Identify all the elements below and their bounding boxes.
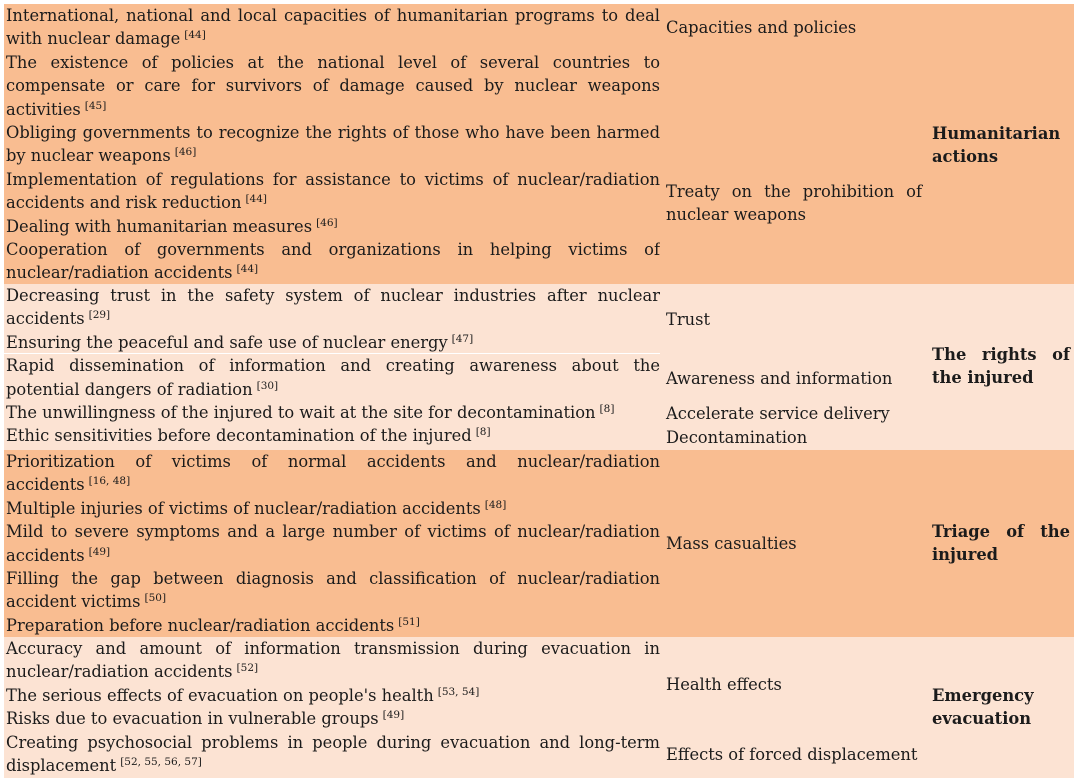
table-item: Risks due to evacuation in vulnerable groups [49] bbox=[6, 709, 405, 729]
row-humanitarian-theme bbox=[926, 4, 1074, 284]
subtheme-label: Trust bbox=[666, 310, 711, 329]
citation: [16, 48] bbox=[88, 475, 131, 488]
citation: [45] bbox=[84, 99, 107, 112]
citation: [53, 54] bbox=[437, 685, 480, 698]
row-humanitarian-subthemes bbox=[660, 4, 926, 284]
subtheme-label: Decontamination bbox=[666, 428, 808, 447]
table-item: Cooperation of governments and organizations in helping victims of nuclear/radiation accidents [44] bbox=[6, 240, 660, 283]
table-item: Mild to severe symptoms and a large number of victims of nuclear/radiation accidents [49] bbox=[6, 522, 660, 565]
row-triage-items bbox=[4, 450, 660, 637]
citation: [46] bbox=[316, 216, 338, 229]
row-rights-theme bbox=[926, 284, 1074, 450]
citation: [52] bbox=[236, 662, 259, 675]
table-item: International, national and local capacities of humanitarian programs to deal with nuclear damage [44] bbox=[6, 6, 660, 49]
citation: [49] bbox=[382, 709, 405, 722]
row-evacuation-items bbox=[4, 637, 660, 778]
citation: [48] bbox=[484, 498, 507, 511]
citation: [52, 55, 56, 57] bbox=[120, 756, 202, 769]
table-item: Preparation before nuclear/radiation accidents [51] bbox=[6, 615, 420, 635]
citation: [47] bbox=[451, 332, 474, 345]
row-evacuation-theme bbox=[926, 637, 1074, 778]
citation: [8] bbox=[599, 403, 615, 416]
table-item: Implementation of regulations for assistance to victims of nuclear/radiation accidents and risk reduction [44] bbox=[6, 169, 660, 213]
table-item: Decreasing trust in the safety system of nuclear industries after nuclear accidents [29] bbox=[6, 286, 660, 329]
table-item: Prioritization of victims of normal accidents and nuclear/radiation accidents [16, 48] bbox=[6, 452, 660, 495]
citation: [49] bbox=[88, 545, 111, 558]
row-rights-subthemes bbox=[660, 284, 926, 450]
table-item: Accuracy and amount of information transmission during evacuation in nuclear/radiation accidents [52] bbox=[6, 639, 660, 682]
citation: [8] bbox=[475, 426, 491, 439]
citation: [44] bbox=[184, 29, 206, 42]
content-table bbox=[4, 4, 1074, 778]
theme-label: Humanitarian actions bbox=[932, 124, 1061, 167]
citation: [51] bbox=[398, 615, 420, 628]
row-evacuation-subthemes bbox=[660, 637, 926, 778]
row-triage-theme bbox=[926, 450, 1074, 637]
table-item: Multiple injuries of victims of nuclear/radiation accidents [48] bbox=[6, 498, 507, 518]
subtheme-label: Treaty on the prohibition of nuclear weapons bbox=[666, 182, 922, 225]
citation: [44] bbox=[236, 263, 259, 276]
table-item: Ensuring the peaceful and safe use of nuclear energy [47] bbox=[6, 332, 474, 352]
theme-label: The rights of the injured bbox=[932, 345, 1070, 388]
table-item: Dealing with humanitarian measures [46] bbox=[6, 216, 338, 236]
subtheme-label: Capacities and policies bbox=[666, 18, 857, 37]
table-item: Creating psychosocial problems in people during evacuation and long-term displacement [52, 55, 56, 57] bbox=[6, 732, 660, 776]
theme-label: Triage of the injured bbox=[932, 522, 1070, 565]
subtheme-label: Awareness and information bbox=[666, 369, 893, 388]
subtheme-label: Mass casualties bbox=[666, 534, 797, 553]
subtheme-label: Effects of forced displacement bbox=[666, 745, 918, 764]
citation: [29] bbox=[88, 309, 111, 322]
table-item: The serious effects of evacuation on people's health [53, 54] bbox=[6, 685, 480, 705]
row-humanitarian-items bbox=[4, 4, 660, 284]
table-item: Filling the gap between diagnosis and classification of nuclear/radiation accident victims [50] bbox=[6, 569, 660, 612]
table-item: Rapid dissemination of information and creating awareness about the potential dangers of radiation [30] bbox=[6, 356, 660, 399]
citation: [30] bbox=[256, 379, 279, 392]
subtheme-label: Health effects bbox=[666, 675, 782, 694]
row-triage-subthemes bbox=[660, 450, 926, 637]
table-item: Obliging governments to recognize the rights of those who have been harmed by nuclear weapons [46] bbox=[6, 123, 660, 166]
citation: [44] bbox=[245, 193, 267, 206]
row-rights-items bbox=[4, 284, 660, 450]
citation: [46] bbox=[174, 146, 197, 159]
citation: [50] bbox=[144, 592, 167, 605]
row-divider bbox=[4, 353, 660, 354]
subtheme-label: Accelerate service delivery bbox=[666, 404, 890, 423]
theme-label: Emergency evacuation bbox=[932, 686, 1034, 729]
table-item: The existence of policies at the national level of several countries to compensate or care for survivors of damage caused by nuclear weapons activities [45] bbox=[6, 52, 660, 119]
table-item: The unwillingness of the injured to wait at the site for decontamination [8] bbox=[6, 403, 615, 423]
table-item: Ethic sensitivities before decontamination of the injured [8] bbox=[6, 426, 491, 446]
